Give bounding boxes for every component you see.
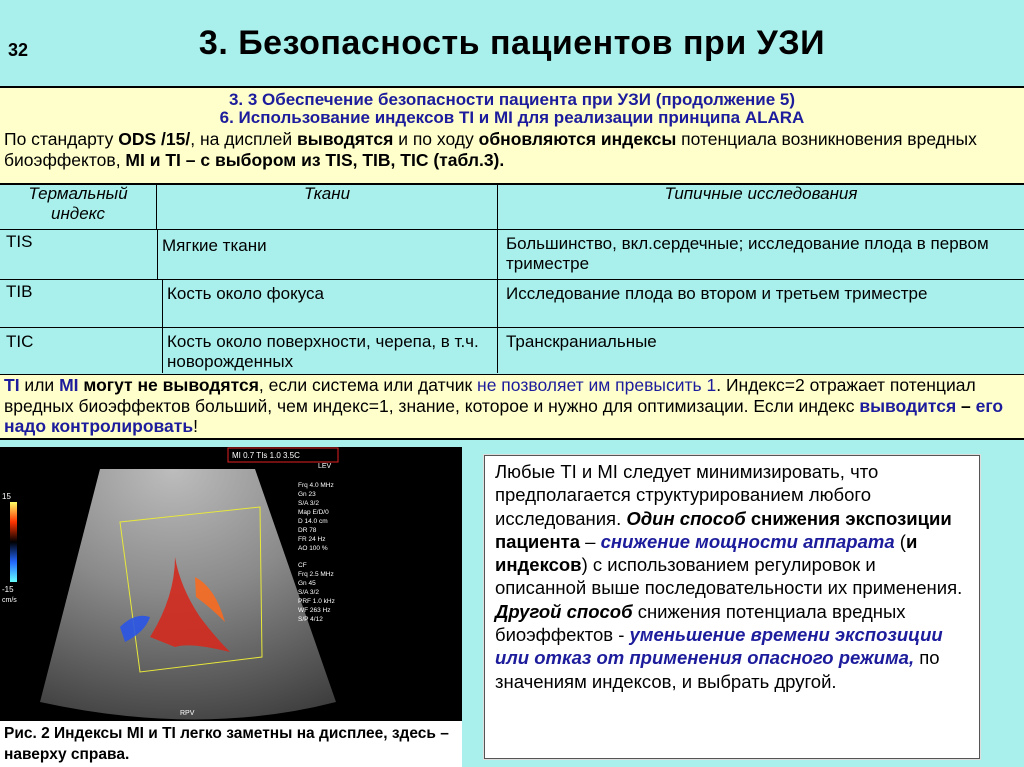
intro-standard: ODS /15/ — [118, 129, 191, 149]
note-text: ! — [193, 416, 198, 436]
scan-param: Map E/D/0 — [298, 509, 329, 516]
scan-param: Frq 4.0 MHz — [298, 482, 334, 489]
note-text: , если система или датчик — [258, 375, 478, 395]
intro-text: и по ходу — [393, 129, 479, 149]
intro-bold: выводятся — [297, 129, 394, 149]
scan-parameters-1 — [298, 482, 334, 552]
scan-param: Frq 2.5 MHz — [298, 571, 334, 578]
scan-param: S/P 4/12 — [298, 616, 323, 623]
page-title: 3. Безопасность пациентов при УЗИ — [198, 24, 826, 62]
box-emphasis: Один способ — [626, 507, 746, 529]
table-header-index: Термальный индекс — [28, 184, 128, 223]
section-subtitle: 3. 3 Обеспечение безопасности пациента при УЗИ (продолжение 5) — [228, 90, 796, 109]
scan-param: S/A 3/2 — [298, 589, 319, 596]
scan-param: CF — [298, 562, 307, 569]
box-bold: и индексов — [495, 530, 918, 576]
slide-number: 32 — [8, 40, 29, 60]
recommendation-box — [484, 455, 980, 759]
table-cell-study: Транскраниальные — [506, 332, 657, 351]
scan-param: AO 100 % — [298, 545, 328, 552]
box-bold: снижения экспозиции пациента — [495, 507, 952, 552]
table-cell-index: TIC — [6, 332, 34, 351]
scale-unit-label: cm/s — [2, 597, 17, 604]
intro-text: потенциала возникновения вредных биоэффектов, — [4, 129, 977, 170]
box-blue-emphasis: снижение мощности аппарата — [600, 530, 895, 552]
footer-label: RPV — [180, 710, 195, 717]
box-text: Любые TI и MI следует минимизировать, что предполагается структурированием любого исследования. — [495, 461, 879, 529]
table-header-tissue: Ткани — [303, 184, 351, 203]
figure-caption: Рис. 2 Индексы MI и TI легко заметны на дисплее, здесь – наверху справа. — [0, 721, 462, 767]
scan-param: WF 263 Hz — [298, 607, 331, 614]
table-header-study: Типичные исследования — [664, 184, 858, 203]
note-bold: – — [956, 395, 976, 416]
color-scale-bar — [10, 502, 17, 582]
ultrasound-scan — [0, 447, 462, 721]
scan-param: D 14.0 cm — [298, 518, 328, 525]
table-cell-tissue: Кость около поверхности, черепа, в т.ч. новорожденных — [167, 332, 479, 371]
box-text: по значениям индексов, и выбрать другой. — [495, 647, 940, 692]
intro-text: , на дисплей — [190, 129, 298, 149]
index-note — [0, 374, 1024, 440]
scan-param: PRF 1.0 kHz — [298, 598, 335, 605]
bmode-sector — [40, 469, 336, 720]
note-blue: выводится — [859, 395, 957, 416]
scan-param: Gn 45 — [298, 580, 316, 587]
note-blue: его надо контролировать — [4, 395, 1004, 436]
table-cell-study: Большинство, вкл.сердечные; исследование плода в первом триместре — [506, 234, 989, 273]
section-header-band — [0, 86, 1024, 185]
section-heading: 6. Использование индексов TI и MI для реализации принципа ALARA — [219, 108, 805, 127]
scan-param: DR 78 — [298, 527, 317, 534]
ultrasound-image — [0, 447, 462, 721]
table-cell-tissue: Кость около фокуса — [167, 284, 325, 303]
scale-top-label: 15 — [2, 492, 11, 501]
box-text: – — [580, 530, 601, 552]
note-ti: TI — [4, 375, 20, 395]
note-text: . Индекс=2 отражает потенциал вредных биоэффектов больший, чем индекс=1, знание, которое и нужно для оптимизации. Если индекс — [4, 375, 976, 416]
thermal-index-table — [0, 183, 1024, 373]
note-mi: MI — [59, 375, 79, 395]
table-cell-index: TIS — [6, 232, 33, 251]
table-cell-tissue: Мягкие ткани — [162, 236, 267, 255]
table-cell-index: TIB — [6, 282, 33, 301]
intro-bold: обновляются индексы — [478, 129, 677, 149]
scan-param: FR 24 Hz — [298, 536, 326, 543]
box-text: снижения потенциала вредных биоэффектов - — [495, 600, 906, 646]
note-bold: могут не выводятся — [78, 375, 259, 395]
box-emphasis: Другой способ — [495, 600, 633, 622]
note-text: или — [19, 375, 60, 395]
box-text: ( — [894, 530, 906, 552]
intro-paragraph — [4, 129, 1020, 171]
scale-bottom-label: -15 — [2, 585, 14, 594]
intro-bold: MI и TI – с выбором из TIS, TIB, TIC (табл.3). — [125, 150, 505, 170]
scan-param: Gn 23 — [298, 491, 316, 498]
table-cell-study: Исследование плода во втором и третьем триместре — [506, 284, 928, 303]
box-text: ) с использованием регулировок и описанной выше последовательности их применения. — [495, 554, 963, 599]
scan-param: S/A 3/2 — [298, 500, 319, 507]
note-blue: не позволяет им превысить 1 — [477, 375, 717, 395]
mode-label: LEV — [318, 463, 332, 470]
scan-parameters-2 — [298, 562, 335, 623]
index-readout: MI 0.7 TIs 1.0 3.5C — [232, 451, 300, 460]
intro-text: По стандарту — [4, 129, 119, 149]
box-blue-emphasis: уменьшение времени экспозиции или отказ от применения опасного режима, — [495, 624, 943, 669]
